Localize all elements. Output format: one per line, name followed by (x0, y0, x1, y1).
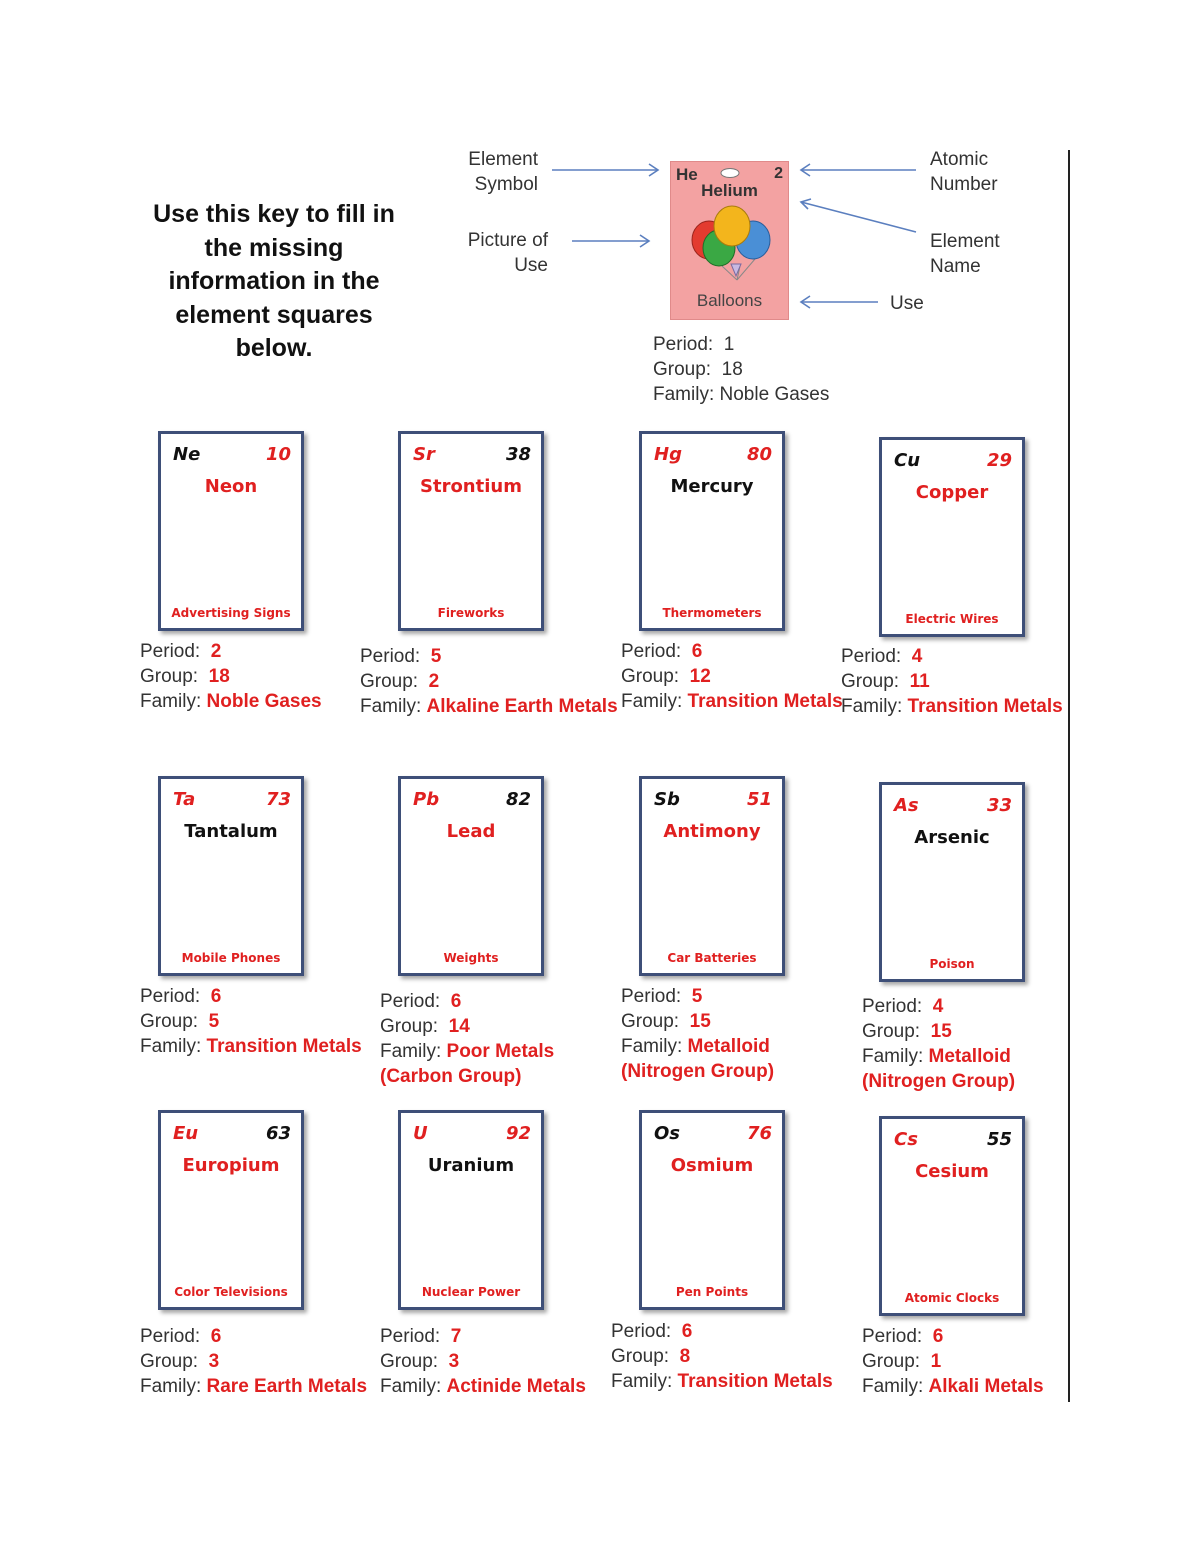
family-line-2 (380, 1064, 554, 1089)
cloud-icon (719, 167, 741, 179)
element-name: Copper (915, 482, 989, 503)
element-use: Weights (443, 951, 499, 965)
period-value: 7 (450, 1326, 462, 1347)
family-value: Metalloid (928, 1046, 1011, 1067)
element-name: Strontium (420, 476, 522, 497)
family-label: Family: (621, 1036, 683, 1057)
period-value: 6 (932, 1326, 944, 1347)
group-value: 14 (448, 1016, 470, 1037)
atomic-number: 10 (265, 444, 291, 465)
element-info-cs (862, 1324, 1044, 1399)
family-value-2: (Carbon Group) (380, 1066, 522, 1087)
period-value: 6 (210, 986, 222, 1007)
period-label: Period: (380, 991, 441, 1012)
element-card-cs (879, 1116, 1025, 1316)
period-label: Period: (841, 646, 902, 667)
element-name: Uranium (427, 1155, 515, 1176)
element-name: Arsenic (914, 827, 990, 848)
key-use: Balloons (696, 291, 763, 310)
label-element-name: Element Name (930, 231, 1000, 277)
element-card-ta (158, 776, 304, 976)
element-card-ne (158, 431, 304, 631)
atomic-number: 29 (986, 450, 1012, 471)
element-info-os (611, 1319, 833, 1394)
group-value: 2 (428, 671, 440, 692)
family-line (140, 1374, 367, 1399)
label-element-symbol: Element Symbol (468, 149, 538, 195)
element-card-hg (639, 431, 785, 631)
group-line (380, 1349, 586, 1374)
period-value: 6 (450, 991, 462, 1012)
family-line-2 (621, 1059, 774, 1084)
period-line (611, 1319, 833, 1344)
group-label: Group: (140, 1351, 199, 1372)
element-card-eu (158, 1110, 304, 1310)
label-picture-of-use: Picture of Use (467, 230, 548, 276)
atomic-number: 82 (505, 789, 531, 810)
key-family-line: Family: Noble Gases (653, 384, 830, 405)
family-value: Rare Earth Metals (206, 1376, 368, 1397)
period-value: 4 (911, 646, 923, 667)
period-line (380, 1324, 586, 1349)
key-arrows (0, 0, 1200, 420)
family-value: Transition Metals (677, 1371, 833, 1392)
atomic-number: 73 (265, 789, 291, 810)
element-info-eu (140, 1324, 367, 1399)
element-card-cu (879, 437, 1025, 637)
element-name: Europium (182, 1155, 280, 1176)
element-use: Thermometers (662, 606, 762, 620)
period-value: 5 (691, 986, 703, 1007)
group-label: Group: (862, 1351, 921, 1372)
family-line (862, 1374, 1044, 1399)
balloons-icon (687, 204, 775, 284)
group-line (621, 664, 843, 689)
family-value: Transition Metals (907, 696, 1063, 717)
family-line (140, 1034, 362, 1059)
family-label: Family: (862, 1046, 924, 1067)
element-info-as (862, 994, 1015, 1094)
label-atomic-number: Atomic Number (930, 149, 998, 195)
key-number: 2 (774, 165, 783, 182)
element-use: Nuclear Power (421, 1285, 521, 1299)
family-label: Family: (841, 696, 903, 717)
element-card-sr (398, 431, 544, 631)
element-symbol: Cs (894, 1129, 918, 1150)
element-symbol: Pb (413, 789, 440, 810)
key-info (653, 332, 829, 407)
group-line (862, 1019, 1015, 1044)
element-symbol: Sr (413, 444, 435, 465)
period-value: 2 (210, 641, 222, 662)
family-label: Family: (360, 696, 422, 717)
element-use: Color Televisions (174, 1285, 288, 1299)
period-value: 6 (681, 1321, 693, 1342)
group-label: Group: (621, 666, 680, 687)
element-symbol: Sb (654, 789, 680, 810)
period-label: Period: (140, 641, 201, 662)
group-value: 18 (208, 666, 230, 687)
period-label: Period: (621, 641, 682, 662)
element-use: Car Batteries (667, 951, 757, 965)
family-line (360, 694, 618, 719)
group-label: Group: (611, 1346, 670, 1367)
family-label: Family: (380, 1041, 442, 1062)
family-value: Transition Metals (687, 691, 843, 712)
element-card-pb (398, 776, 544, 976)
group-line (140, 664, 322, 689)
family-line (841, 694, 1063, 719)
atomic-number: 92 (505, 1123, 531, 1144)
group-value: 15 (930, 1021, 952, 1042)
element-info-ta (140, 984, 362, 1059)
period-value: 5 (430, 646, 442, 667)
family-label: Family: (140, 1376, 202, 1397)
element-name: Antimony (663, 821, 761, 842)
period-line (140, 1324, 367, 1349)
group-value: 8 (679, 1346, 691, 1367)
family-label: Family: (862, 1376, 924, 1397)
family-label: Family: (140, 1036, 202, 1057)
family-label: Family: (140, 691, 202, 712)
atomic-number: 76 (746, 1123, 772, 1144)
atomic-number: 55 (986, 1129, 1012, 1150)
key-group-line: Group: 18 (653, 359, 743, 380)
element-info-hg (621, 639, 843, 714)
element-use: Fireworks (437, 606, 505, 620)
group-label: Group: (140, 1011, 199, 1032)
group-value: 5 (208, 1011, 220, 1032)
group-line (380, 1014, 554, 1039)
instructions-text: Use this key to fill in the missing information in the element squares below. (153, 200, 395, 362)
family-line (621, 689, 843, 714)
family-value: Poor Metals (446, 1041, 555, 1062)
group-value: 3 (448, 1351, 460, 1372)
group-label: Group: (862, 1021, 921, 1042)
family-label: Family: (380, 1376, 442, 1397)
period-line (841, 644, 1063, 669)
period-line (360, 644, 618, 669)
group-line (862, 1349, 1044, 1374)
element-use: Advertising Signs (171, 606, 291, 620)
atomic-number: 80 (746, 444, 772, 465)
period-label: Period: (140, 1326, 201, 1347)
element-info-sr (360, 644, 618, 719)
family-value: Alkali Metals (928, 1376, 1044, 1397)
element-use: Poison (929, 957, 975, 971)
key-element-card (670, 161, 789, 320)
group-line (360, 669, 618, 694)
atomic-number: 38 (505, 444, 531, 465)
period-value: 6 (691, 641, 703, 662)
key-period-line: Period: 1 (653, 334, 735, 355)
family-line (611, 1369, 833, 1394)
period-label: Period: (360, 646, 421, 667)
family-line (380, 1374, 586, 1399)
period-line (862, 994, 1015, 1019)
element-name: Osmium (670, 1155, 754, 1176)
element-name: Tantalum (184, 821, 278, 842)
period-line (621, 984, 774, 1009)
atomic-number: 51 (746, 789, 772, 810)
family-value: Transition Metals (206, 1036, 362, 1057)
element-symbol: Ta (173, 789, 196, 810)
element-symbol: As (894, 795, 919, 816)
period-line (140, 984, 362, 1009)
group-line (841, 669, 1063, 694)
element-symbol: Ne (173, 444, 201, 465)
element-card-sb (639, 776, 785, 976)
family-line (140, 689, 322, 714)
family-line (621, 1034, 774, 1059)
period-value: 6 (210, 1326, 222, 1347)
atomic-number: 33 (986, 795, 1012, 816)
period-line (862, 1324, 1044, 1349)
group-label: Group: (380, 1351, 439, 1372)
group-line (611, 1344, 833, 1369)
period-value: 4 (932, 996, 944, 1017)
family-line (380, 1039, 554, 1064)
element-symbol: Cu (894, 450, 921, 471)
period-label: Period: (862, 1326, 923, 1347)
element-symbol: Os (654, 1123, 681, 1144)
element-info-cu (841, 644, 1063, 719)
element-use: Atomic Clocks (904, 1291, 1000, 1305)
element-info-sb (621, 984, 774, 1084)
period-label: Period: (621, 986, 682, 1007)
group-value: 15 (689, 1011, 711, 1032)
group-value: 11 (909, 671, 930, 692)
group-label: Group: (841, 671, 900, 692)
group-value: 1 (930, 1351, 942, 1372)
period-label: Period: (140, 986, 201, 1007)
element-card-u (398, 1110, 544, 1310)
group-label: Group: (621, 1011, 680, 1032)
element-use: Pen Points (675, 1285, 749, 1299)
group-value: 12 (689, 666, 711, 687)
key-name: Helium (701, 181, 758, 200)
period-line (140, 639, 322, 664)
atomic-number: 63 (265, 1123, 291, 1144)
family-line-2 (862, 1069, 1015, 1094)
period-line (380, 989, 554, 1014)
element-name: Cesium (915, 1161, 989, 1182)
element-info-ne (140, 639, 322, 714)
period-label: Period: (611, 1321, 672, 1342)
group-label: Group: (360, 671, 419, 692)
element-name: Neon (204, 476, 258, 497)
element-symbol: Eu (173, 1123, 199, 1144)
family-value: Noble Gases (206, 691, 322, 712)
element-use: Electric Wires (905, 612, 999, 626)
key-symbol: He (676, 165, 698, 184)
element-use: Mobile Phones (181, 951, 281, 965)
family-label: Family: (611, 1371, 673, 1392)
family-value: Metalloid (687, 1036, 770, 1057)
element-info-u (380, 1324, 586, 1399)
element-info-pb (380, 989, 554, 1089)
family-value-2: (Nitrogen Group) (862, 1071, 1016, 1092)
element-name: Lead (446, 821, 496, 842)
label-use: Use (890, 293, 924, 314)
group-line (140, 1349, 367, 1374)
group-value: 3 (208, 1351, 220, 1372)
family-line (862, 1044, 1015, 1069)
element-name: Mercury (670, 476, 754, 497)
period-label: Period: (380, 1326, 441, 1347)
group-label: Group: (140, 666, 199, 687)
family-value: Actinide Metals (446, 1376, 586, 1397)
element-symbol: U (413, 1123, 428, 1144)
group-line (140, 1009, 362, 1034)
family-label: Family: (621, 691, 683, 712)
element-card-os (639, 1110, 785, 1310)
period-line (621, 639, 843, 664)
family-value: Alkaline Earth Metals (426, 696, 618, 717)
element-symbol: Hg (654, 444, 682, 465)
family-value-2: (Nitrogen Group) (621, 1061, 775, 1082)
group-line (621, 1009, 774, 1034)
element-card-as (879, 782, 1025, 982)
group-label: Group: (380, 1016, 439, 1037)
period-label: Period: (862, 996, 923, 1017)
